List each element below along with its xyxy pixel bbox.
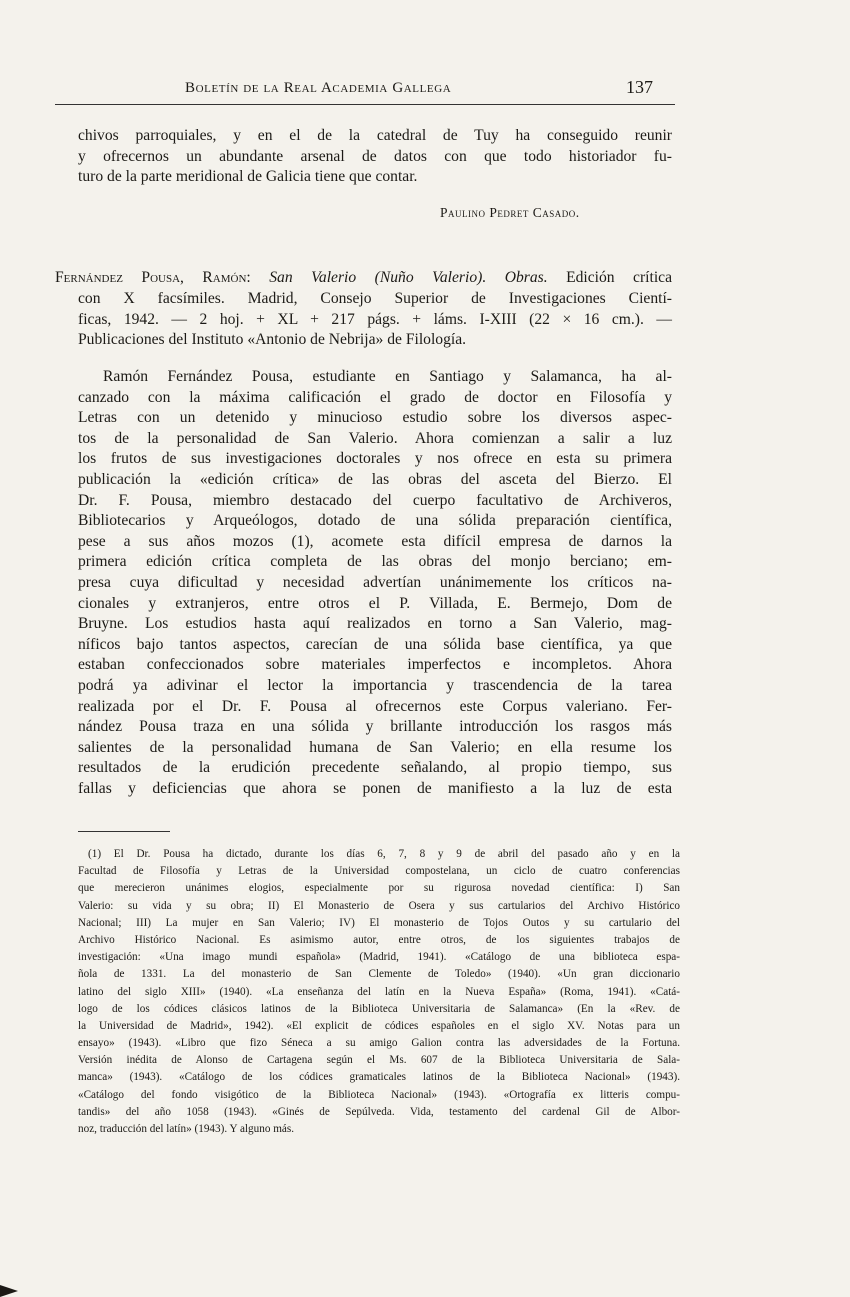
text-line: fallas y deficiencias que ahora se ponen de manifiesto a la luz de esta [78, 779, 672, 797]
text-line: Ramón Fernández Pousa, estudiante en Santiago y Salamanca, ha al- [103, 368, 672, 385]
text-line: pese a sus años mozos (1), acomete esta difícil empresa de darnos la [78, 532, 672, 550]
text-line: realizada por el Dr. F. Pousa al ofrecernos este Corpus valeriano. Fer- [78, 697, 672, 715]
text-line: podrá ya adivinar el lector la importancia y trascendencia de la tarea [78, 676, 672, 694]
footnote-line: Archivo Histórico Nacional. Es asimismo autor, entre otros, de los siguientes trabajos de [78, 933, 680, 946]
text-line: Bibliotecarios y Arqueólogos, dotado de una sólida preparación científica, [78, 512, 672, 530]
reviewer-signature: Paulino Pedret Casado. [440, 205, 580, 220]
footnote-line: noz, traducción del latín» (1943). Y alguno más. [78, 1123, 295, 1135]
text-line: Bruyne. Los estudios hasta aquí realizados en torno a San Valerio, mag- [78, 615, 672, 633]
text-line: ficas, 1942. — 2 hoj. + XL + 217 págs. + láms. I-XIII (22 × 16 cm.). — [78, 310, 672, 328]
text-line: y ofrecernos un abundante arsenal de datos con que todo historiador fu- [78, 147, 672, 165]
footnote-line: (1) El Dr. Pousa ha dictado, durante los días 6, 7, 8 y 9 de abril del pasado año y en la [88, 848, 680, 860]
running-header [55, 76, 675, 105]
text-line: turo de la parte meridional de Galicia tiene que contar. [78, 168, 418, 186]
text-line: resultados de la erudición precedente señalando, al propio tiempo, sus [78, 759, 672, 777]
text-line: níficos bajo tantos aspectos, carecían de una sólida base científica, ya que [78, 635, 672, 653]
footnote-line: Valerio: su vida y su obra; II) El Monasterio de Osera y sus cartularios del Archivo Histórico [78, 899, 680, 912]
footnote-line: la Universidad de Madrid», 1942). «El explicit de códices españoles en el siglo XV. Notas para un [78, 1019, 680, 1032]
footnote-line: ñola de 1331. La del monasterio de San Clemente de Toledo» (1940). «Un gran diccionario [78, 968, 680, 981]
footnote-line: que merecieron unánimes elogios, especialmente por su rigurosa novedad científica: I) San [78, 882, 680, 895]
footnote-line: Nacional; III) La mujer en San Valerio; IV) El monasterio de Tojos Outos y su cartulario del [78, 916, 680, 929]
footnote-line: manca» (1943). «Catálogo de los códices gramaticales latinos de la Biblioteca Nacional» (1943). [78, 1071, 680, 1084]
footnote-line: Versión inédita de Alonso de Cartagena según el Ms. 607 de la Biblioteca Universitaria de Sala- [78, 1054, 680, 1067]
footnote-line: «Catálogo del fondo visigótico de la Biblioteca Nacional» (1943). «Ortografía ex litteris compu- [78, 1088, 680, 1101]
citation-heading [55, 268, 672, 289]
text-line: cionales y extranjeros, entre otros el P. Villada, E. Bermejo, Dom de [78, 594, 672, 612]
citation-author: Fernández Pousa, Ramón: [55, 269, 251, 286]
text-line: salientes de la personalidad humana de San Valerio; en ella resume los [78, 738, 672, 756]
review-end-paragraph [78, 126, 672, 188]
text-line: publicación la «edición crítica» de las obras del asceta del Bierzo. El [78, 470, 672, 488]
text-line: Dr. F. Pousa, miembro destacado del cuerpo facultativo de Archiveros, [78, 491, 672, 509]
text-line: chivos parroquiales, y en el de la catedral de Tuy ha conseguido reunir [78, 127, 672, 144]
text-line: los frutos de sus investigaciones doctorales y nos ofrece en esta su primera [78, 450, 672, 468]
citation-title: San Valerio (Nuño Valerio). Obras. [269, 269, 548, 286]
footnote-line: tandis» del año 1058 (1943). «Ginés de Sepúlveda. Vida, testamento del cardenal Gil de Albor- [78, 1105, 680, 1118]
footnote-line: latino del siglo XIII» (1940). «La enseñanza del latín en la Nueva España» (Roma, 1941). «Catá- [78, 985, 680, 998]
text-line: presa cuya dificultad y necesidad advertían unánimemente los críticos na- [78, 573, 672, 591]
footnote [78, 846, 680, 1138]
footnote-line: investigación: «Una imago mundi española» (Madrid, 1941). «Catálogo de una biblioteca espa- [78, 951, 680, 964]
footnote-divider [78, 831, 170, 832]
footnote-line: ensayo» (1943). «Libro que fizo Séneca a su amigo Galion contra las adversidades de la Fortuna. [78, 1037, 680, 1050]
citation-first-line-rest: Edición crítica [566, 269, 673, 286]
text-line: con X facsímiles. Madrid, Consejo Superior de Investigaciones Cientí- [78, 290, 672, 307]
citation-first-line [55, 268, 672, 289]
citation-details [78, 289, 672, 351]
text-line: primera edición crítica completa de las obras del monjo berciano; em- [78, 553, 672, 571]
journal-title: Boletín de la Real Academia Gallega [185, 80, 452, 96]
text-line: tos de la personalidad de San Valerio. Ahora comienzan a salir a luz [78, 429, 672, 447]
text-line: Letras con un detenido y minucioso estudio sobre los diversos aspec- [78, 409, 672, 427]
page-number: 137 [626, 77, 653, 97]
text-line: Publicaciones del Instituto «Antonio de Nebrija» de Filología. [78, 331, 467, 349]
footnote-line: logo de los códices clásicos latinos de la Biblioteca Universitaria de Salamanca» (En la «Rev. de [78, 1002, 680, 1015]
text-line: canzado con la máxima calificación el grado de doctor en Filosofía y [78, 388, 672, 406]
text-line: nández Pousa traza en una sólida y brillante introducción los rasgos más [78, 718, 672, 736]
review-body [78, 367, 672, 799]
footnote-line: Facultad de Filosofía y Letras de la Universidad compostelana, un ciclo de cuatro conferencias [78, 865, 680, 878]
scan-corner-mark [0, 1285, 18, 1297]
text-line: estaban confeccionados sobre materiales imperfectos e incompletos. Ahora [78, 656, 672, 674]
